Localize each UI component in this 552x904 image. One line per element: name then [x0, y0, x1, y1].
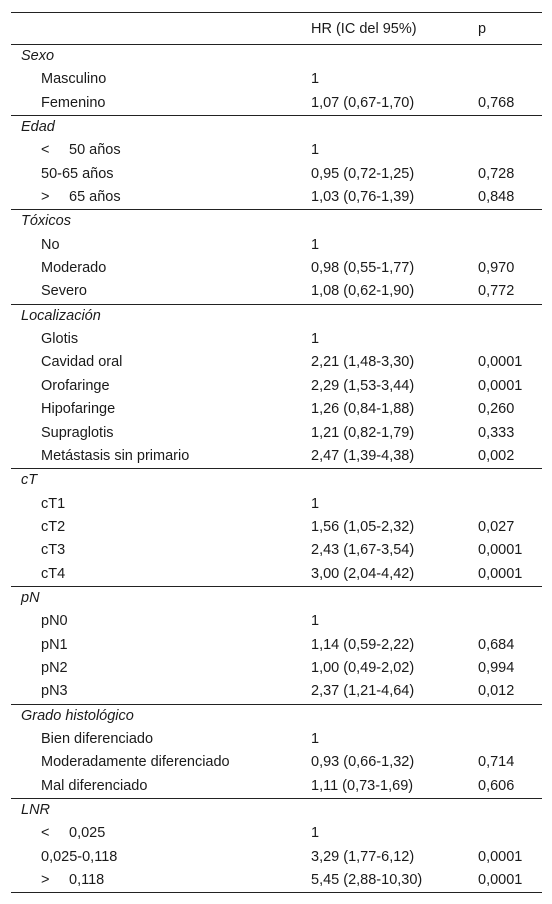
p-value: 0,0001	[478, 542, 523, 559]
comparison-symbol: <	[41, 142, 50, 159]
hr-value: 1,00 (0,49-2,02)	[311, 659, 415, 676]
p-value	[478, 68, 542, 91]
row-label: Femenino	[41, 94, 106, 111]
p-value: 0,606	[478, 777, 515, 794]
row-label-cell	[11, 516, 311, 539]
table-header	[11, 13, 542, 45]
group-row	[11, 304, 542, 328]
row-label-cell	[11, 680, 311, 704]
hr-value: 2,43 (1,67-3,54)	[311, 542, 415, 559]
group-row	[11, 116, 542, 140]
table-row	[11, 869, 542, 893]
row-label-cell	[11, 234, 311, 257]
group-row	[11, 586, 542, 610]
p-value: 0,714	[478, 754, 515, 771]
row-label: pN0	[41, 613, 68, 630]
hr-value: 1	[311, 495, 320, 512]
row-label: Masculino	[41, 71, 107, 88]
row-label-cell	[11, 539, 311, 562]
row-label-cell	[11, 68, 311, 91]
table-row	[11, 728, 542, 751]
p-value	[478, 610, 542, 633]
p-value: 0,994	[478, 659, 515, 676]
table-row	[11, 257, 542, 280]
hr-value: 1	[311, 730, 320, 747]
comparison-symbol: <	[41, 825, 50, 842]
comparison-symbol: >	[41, 189, 50, 206]
table-row	[11, 634, 542, 657]
group-row	[11, 704, 542, 728]
p-value	[478, 234, 542, 257]
row-label-cell	[11, 422, 311, 445]
row-label: cT4	[41, 565, 66, 582]
table-row	[11, 846, 542, 869]
hr-value: 1,11 (0,73-1,69)	[311, 777, 414, 794]
group-row	[11, 210, 542, 234]
row-label-cell	[11, 846, 311, 869]
p-value: 0,0001	[478, 848, 523, 865]
hr-value: 2,21 (1,48-3,30)	[311, 354, 415, 371]
hr-value: 0,93 (0,66-1,32)	[311, 754, 415, 771]
p-value	[478, 822, 542, 845]
table-row	[11, 68, 542, 91]
table-row	[11, 822, 542, 845]
p-value: 0,0001	[478, 869, 542, 893]
row-label-cell	[11, 493, 311, 516]
table-row	[11, 657, 542, 680]
table-row	[11, 398, 542, 421]
header-row	[11, 13, 542, 45]
row-label-cell	[11, 445, 311, 469]
hr-value: 1,26 (0,84-1,88)	[311, 401, 415, 418]
row-label-cell	[11, 92, 311, 116]
p-value: 0,0001	[478, 565, 523, 582]
row-label: 0,025-0,118	[41, 848, 118, 865]
row-label: Moderadamente diferenciado	[41, 754, 230, 771]
row-label-cell	[11, 634, 311, 657]
row-label: pN3	[41, 683, 68, 700]
hr-value: 1	[311, 825, 320, 842]
row-label: 65 años	[69, 189, 121, 206]
row-label: 0,025	[69, 825, 106, 842]
p-value: 0,772	[478, 283, 515, 300]
row-label-cell	[11, 657, 311, 680]
row-label: Moderado	[41, 260, 107, 277]
table-row	[11, 234, 542, 257]
p-value: 0,002	[478, 447, 515, 464]
hr-value: 0,98 (0,55-1,77)	[311, 260, 415, 277]
row-label-cell	[11, 610, 311, 633]
row-label: 0,118	[69, 872, 105, 889]
hr-value: 3,29 (1,77-6,12)	[311, 848, 415, 865]
group-title: Sexo	[21, 48, 55, 64]
row-label-cell	[11, 869, 311, 893]
hr-value: 5,45 (2,88-10,30)	[311, 869, 478, 893]
hr-value: 1	[311, 331, 320, 348]
p-value	[478, 493, 542, 516]
row-label-cell	[11, 163, 311, 186]
p-value: 0,0001	[478, 354, 523, 371]
hr-value: 1	[311, 236, 320, 253]
p-value: 0,012	[478, 683, 515, 700]
row-label-cell	[11, 375, 311, 398]
row-label: cT3	[41, 542, 66, 559]
row-label: pN1	[41, 636, 68, 653]
hr-value: 3,00 (2,04-4,42)	[311, 565, 415, 582]
row-label-cell	[11, 186, 311, 210]
row-label: No	[41, 236, 60, 253]
group-title: Edad	[11, 116, 542, 140]
p-value: 0,684	[478, 636, 515, 653]
row-label: Glotis	[41, 331, 79, 348]
hr-value: 1	[311, 71, 320, 88]
row-label: Severo	[41, 283, 87, 300]
p-value	[478, 139, 542, 162]
p-value	[478, 728, 542, 751]
hr-value: 0,95 (0,72-1,25)	[311, 165, 415, 182]
hr-value: 1,08 (0,62-1,90)	[311, 283, 415, 300]
hr-value: 1	[311, 613, 320, 630]
table-row	[11, 775, 542, 799]
row-label-cell	[11, 398, 311, 421]
hr-value: 1,21 (0,82-1,79)	[311, 424, 415, 441]
hazard-ratio-table	[11, 12, 542, 893]
table-row	[11, 751, 542, 774]
row-label-cell	[11, 728, 311, 751]
p-value: 0,333	[478, 424, 515, 441]
row-label-cell	[11, 822, 311, 845]
p-value: 0,260	[478, 401, 515, 418]
row-label: cT1	[41, 495, 66, 512]
row-label-cell	[11, 563, 311, 587]
header-hr: HR (IC del 95%)	[311, 13, 478, 45]
group-row	[11, 799, 542, 823]
row-label-cell	[11, 257, 311, 280]
table-row	[11, 563, 542, 587]
table-row	[11, 539, 542, 562]
hr-value: 1,07 (0,67-1,70)	[311, 94, 415, 111]
table-row	[11, 139, 542, 162]
table-row	[11, 92, 542, 116]
row-label: Orofaringe	[41, 377, 110, 394]
table-row	[11, 163, 542, 186]
header-variable	[11, 13, 311, 45]
table-row	[11, 610, 542, 633]
row-label-cell	[11, 139, 311, 162]
row-label-cell	[11, 328, 311, 351]
group-title: Grado histológico	[11, 704, 542, 728]
hr-value: 1	[311, 142, 320, 159]
group-title: pN	[11, 586, 542, 610]
header-p: p	[478, 13, 542, 45]
table-row	[11, 351, 542, 374]
hr-value: 2,29 (1,53-3,44)	[311, 377, 415, 394]
group-title: Localización	[11, 304, 542, 328]
table-row	[11, 516, 542, 539]
p-value: 0,970	[478, 260, 515, 277]
table-row	[11, 328, 542, 351]
row-label-cell	[11, 280, 311, 304]
p-value: 0,027	[478, 518, 515, 535]
table-row	[11, 422, 542, 445]
group-row	[11, 45, 542, 69]
row-label: Bien diferenciado	[41, 730, 154, 747]
hr-value: 1,14 (0,59-2,22)	[311, 636, 415, 653]
p-value: 0,728	[478, 165, 515, 182]
hr-value: 2,37 (1,21-4,64)	[311, 683, 415, 700]
group-title: LNR	[11, 799, 542, 823]
p-value: 0,0001	[478, 377, 523, 394]
table-row	[11, 280, 542, 304]
hr-value: 1,03 (0,76-1,39)	[311, 189, 415, 206]
row-label: Hipofaringe	[41, 401, 116, 418]
row-label: 50-65 años	[41, 165, 114, 182]
comparison-symbol: >	[41, 872, 50, 889]
row-label-cell	[11, 775, 311, 799]
row-label: Mal diferenciado	[41, 777, 148, 794]
table-row	[11, 445, 542, 469]
table-row	[11, 186, 542, 210]
hr-value: 2,47 (1,39-4,38)	[311, 447, 415, 464]
p-value	[478, 328, 542, 351]
group-title: cT	[11, 469, 542, 493]
table-body	[11, 45, 542, 893]
p-value: 0,848	[478, 189, 515, 206]
group-row	[11, 469, 542, 493]
row-label: Supraglotis	[41, 424, 114, 441]
table-row	[11, 680, 542, 704]
row-label: 50 años	[69, 142, 121, 159]
table-row	[11, 375, 542, 398]
hr-value: 1,56 (1,05-2,32)	[311, 518, 415, 535]
table-row	[11, 493, 542, 516]
row-label: cT2	[41, 518, 66, 535]
row-label: pN2	[41, 659, 68, 676]
row-label-cell	[11, 351, 311, 374]
row-label: Cavidad oral	[41, 354, 123, 371]
p-value: 0,768	[478, 94, 515, 111]
group-title: Tóxicos	[11, 210, 542, 234]
row-label: Metástasis sin primario	[41, 447, 190, 464]
row-label-cell	[11, 751, 311, 774]
